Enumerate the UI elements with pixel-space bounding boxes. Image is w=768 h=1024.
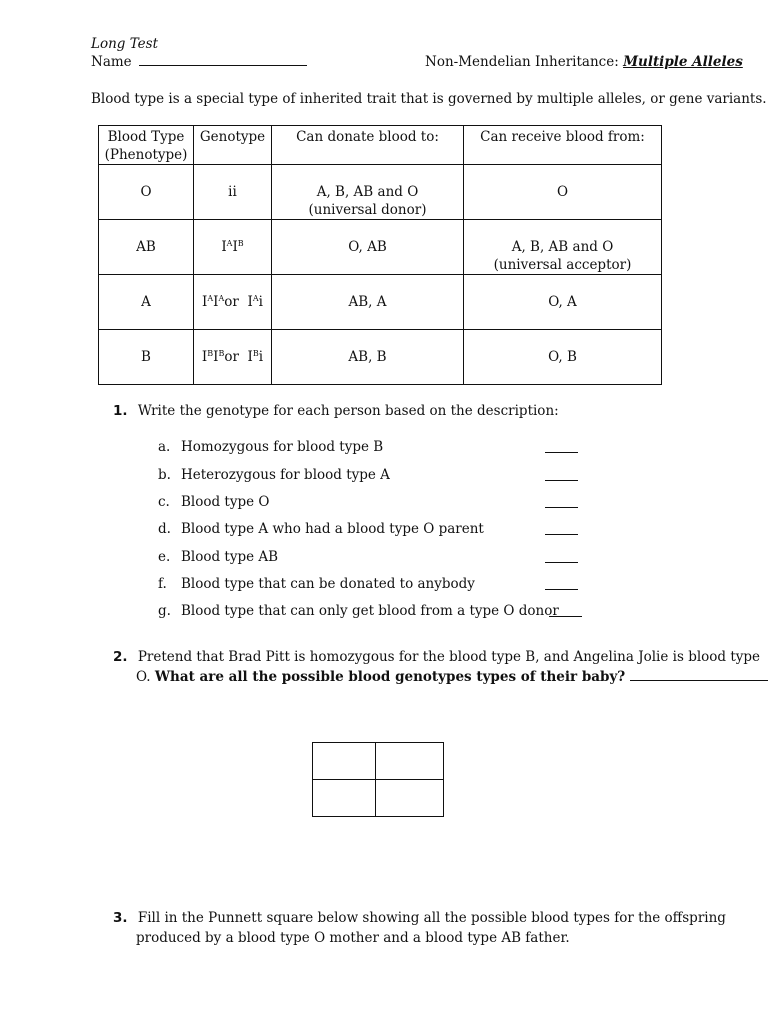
- receive-cell: O, B: [464, 330, 662, 385]
- list-item: g. Blood type that can only get blood from a type O donor: [158, 603, 559, 619]
- punnett-cell[interactable]: [376, 743, 444, 780]
- list-item: b. Heterozygous for blood type A: [158, 467, 390, 483]
- receive-cell: A, B, AB and O (universal acceptor): [464, 220, 662, 275]
- header-donate: Can donate blood to:: [272, 126, 464, 165]
- phenotype-cell: B: [99, 330, 194, 385]
- question-text-line1: Fill in the Punnett square below showing all the possible blood types for the offspring: [137, 910, 726, 926]
- blood-type-table: [98, 125, 662, 385]
- answer-blank[interactable]: [545, 507, 578, 508]
- name-field[interactable]: [91, 54, 307, 70]
- answer-blank[interactable]: [545, 534, 578, 535]
- phenotype-cell: AB: [99, 220, 194, 275]
- table-header-row: [99, 126, 662, 165]
- genotype-cell: ii: [194, 165, 272, 220]
- punnett-cell[interactable]: [313, 743, 376, 780]
- name-label: Name: [91, 54, 132, 70]
- intro-text: Blood type is a special type of inherited trait that is governed by multiple alleles, or gene variants.: [91, 91, 767, 107]
- header-receive: Can receive blood from:: [464, 126, 662, 165]
- header-genotype: Genotype: [194, 126, 272, 165]
- test-label: Long Test: [91, 36, 159, 52]
- question-1: [113, 403, 559, 419]
- question-bold-text: What are all the possible blood genotypes types of their baby?: [154, 669, 626, 685]
- donate-cell: A, B, AB and O (universal donor): [272, 165, 464, 220]
- question-number: 3.: [113, 910, 128, 926]
- punnett-cell[interactable]: [376, 780, 444, 817]
- genotype-cell: $I^BI^Bor$ $I^Bi$: [194, 330, 272, 385]
- question-number: 2.: [113, 649, 128, 665]
- donate-cell: O, AB: [272, 220, 464, 275]
- answer-blank[interactable]: [549, 616, 582, 617]
- punnett-cell[interactable]: [313, 780, 376, 817]
- answer-blank[interactable]: [545, 452, 578, 453]
- question-2-line2: O. What are all the possible blood genotypes types of their baby?: [136, 669, 768, 685]
- topic-title: Multiple Alleles: [623, 54, 743, 70]
- punnett-square: [312, 742, 444, 817]
- answer-blank[interactable]: [630, 680, 768, 681]
- donate-cell: AB, B: [272, 330, 464, 385]
- phenotype-cell: A: [99, 275, 194, 330]
- table-row: [99, 220, 662, 275]
- topic-heading: [425, 54, 743, 70]
- question-text: Write the genotype for each person based on the description:: [137, 403, 559, 419]
- topic-prefix: Non-Mendelian Inheritance:: [425, 54, 619, 70]
- list-item: a. Homozygous for blood type B: [158, 439, 384, 455]
- table-row: [99, 330, 662, 385]
- answer-blank[interactable]: [545, 480, 578, 481]
- question-3-line2: produced by a blood type O mother and a blood type AB father.: [136, 930, 570, 946]
- phenotype-cell: O: [99, 165, 194, 220]
- genotype-cell: $I^AI^Aor$ $I^Ai$: [194, 275, 272, 330]
- name-blank[interactable]: [139, 65, 307, 66]
- receive-cell: O: [464, 165, 662, 220]
- list-item: d. Blood type A who had a blood type O parent: [158, 521, 484, 537]
- table-row: [99, 165, 662, 220]
- donate-cell: AB, A: [272, 275, 464, 330]
- question-3: [113, 910, 726, 926]
- question-number: 1.: [113, 403, 128, 419]
- list-item: e. Blood type AB: [158, 549, 279, 565]
- answer-blank[interactable]: [545, 589, 578, 590]
- receive-cell: O, A: [464, 275, 662, 330]
- question-2: [113, 649, 760, 665]
- list-item: c. Blood type O: [158, 494, 270, 510]
- question-text-line1: Pretend that Brad Pitt is homozygous for the blood type B, and Angelina Jolie is blood type: [137, 649, 761, 665]
- answer-blank[interactable]: [545, 562, 578, 563]
- header-phenotype: Blood Type (Phenotype): [99, 126, 194, 165]
- table-row: [99, 275, 662, 330]
- genotype-cell: $I^AI^B$: [194, 220, 272, 275]
- list-item: f. Blood type that can be donated to anybody: [158, 576, 475, 592]
